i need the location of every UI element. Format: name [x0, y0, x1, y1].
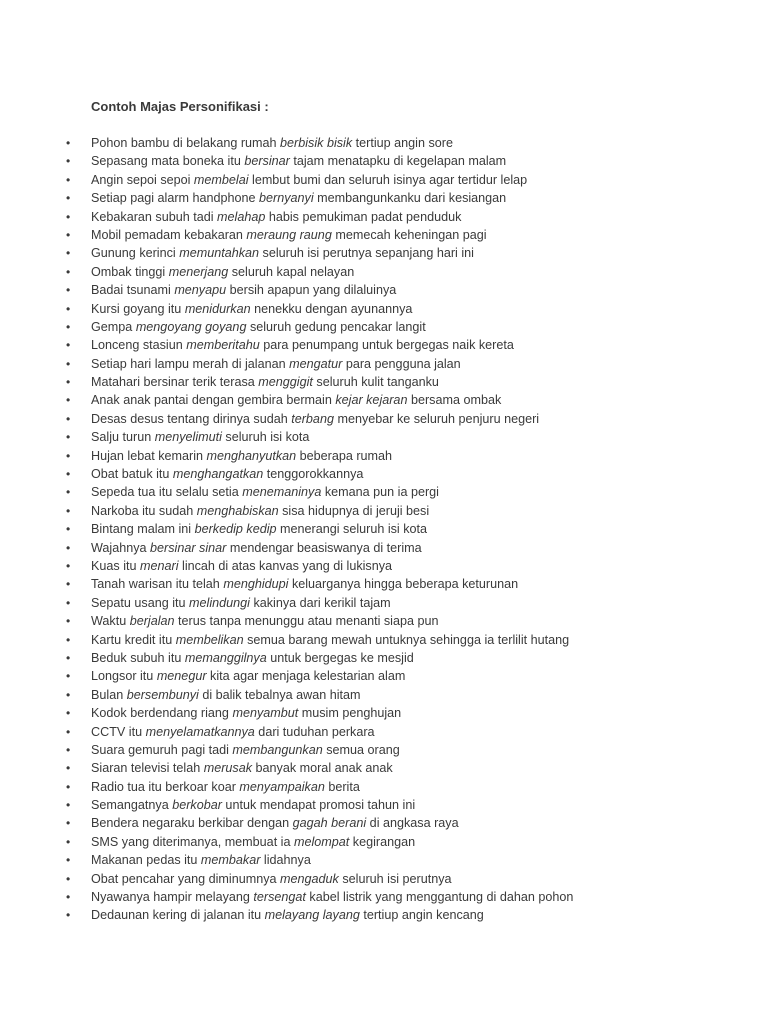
bullet-icon: • — [66, 761, 71, 776]
bullet-icon: • — [66, 375, 71, 390]
bullet-icon: • — [66, 430, 71, 445]
sentence-start: Kuas itu — [91, 558, 141, 573]
bullet-icon: • — [66, 669, 71, 684]
bullet-icon: • — [66, 246, 71, 261]
personification-phrase: menggigit — [258, 375, 313, 390]
personification-phrase: memberitahu — [186, 338, 260, 353]
bullet-icon: • — [66, 356, 71, 371]
list-item-text — [91, 686, 361, 704]
list-item-text — [91, 134, 453, 152]
list-item-text — [91, 281, 396, 299]
bullet-icon: • — [66, 172, 71, 187]
list-item-text — [91, 649, 414, 667]
sentence-start: Tanah warisan itu telah — [91, 577, 224, 592]
sentence-start: Waktu — [91, 614, 130, 629]
bullet-icon: • — [66, 614, 71, 629]
sentence-start: Lonceng stasiun — [91, 338, 187, 353]
personification-phrase: merusak — [203, 761, 253, 776]
personification-phrase: tersengat — [253, 890, 306, 905]
list-item-text — [91, 520, 427, 538]
sentence-end: seluruh isi perutnya sepanjang hari ini — [259, 246, 474, 261]
list-item-text — [91, 300, 412, 318]
sentence-start: Salju turun — [91, 430, 155, 445]
sentence-end: sisa hidupnya di jeruji besi — [278, 503, 430, 518]
bullet-icon: • — [66, 632, 71, 647]
sentence-end: lidahnya — [260, 853, 311, 868]
bullet-icon: • — [66, 853, 71, 868]
sentence-start: Makanan pedas itu — [91, 853, 201, 868]
sentence-end: untuk bergegas ke mesjid — [266, 650, 414, 665]
personification-phrase: berbisik bisik — [280, 136, 353, 150]
list-item-text — [91, 741, 400, 759]
bullet-icon: • — [66, 393, 71, 408]
list-item-text — [91, 336, 514, 354]
personification-phrase: membakar — [200, 853, 261, 868]
list-item-text — [91, 447, 392, 465]
list-item-text — [91, 502, 429, 520]
bullet-icon: • — [66, 834, 71, 849]
personification-phrase: menghanyutkan — [206, 448, 297, 463]
bullet-icon: • — [66, 687, 71, 702]
personification-phrase: melompat — [294, 834, 350, 849]
bullet-icon: • — [66, 798, 71, 813]
sentence-start: Badai tsunami — [91, 283, 175, 298]
personification-phrase: berkobar — [172, 798, 222, 813]
bullet-icon: • — [66, 595, 71, 610]
sentence-end: bersama ombak — [407, 393, 502, 408]
sentence-start: Semangatnya — [91, 798, 173, 813]
personification-phrase: melahap — [217, 209, 266, 224]
bullet-icon: • — [66, 301, 71, 316]
list-item-text — [91, 759, 393, 777]
sentence-start: Sepatu usang itu — [91, 595, 190, 610]
sentence-start: Longsor itu — [91, 669, 157, 684]
sentence-end: kabel listrik yang menggantung di dahan pohon — [305, 890, 574, 905]
sentence-start: Angin sepoi sepoi — [91, 172, 194, 187]
bullet-icon: • — [66, 136, 71, 150]
sentence-end: habis pemukiman padat penduduk — [265, 209, 462, 224]
list-item-text — [91, 557, 392, 575]
sentence-end: membangunkanku dari kesiangan — [313, 191, 507, 206]
list-item-text — [91, 796, 415, 814]
personification-phrase: melindungi — [189, 595, 250, 610]
personification-phrase: meraung raung — [246, 227, 332, 242]
personification-phrase: melayang layang — [264, 908, 360, 923]
personification-phrase: membelai — [193, 172, 249, 187]
sentence-start: Narkoba itu sudah — [91, 503, 197, 518]
list-item-text — [91, 594, 391, 612]
list-item-text — [91, 539, 422, 557]
list-item-text — [91, 870, 452, 888]
sentence-start: Bintang malam ini — [91, 522, 195, 537]
list-item-text — [91, 263, 354, 281]
sentence-start: Mobil pemadam kebakaran — [91, 227, 247, 242]
bullet-icon: • — [66, 816, 71, 831]
list-item-text — [91, 778, 360, 796]
bullet-icon: • — [66, 485, 71, 500]
sentence-start: Suara gemuruh pagi tadi — [91, 742, 233, 757]
personification-phrase: memanggilnya — [184, 650, 267, 665]
personification-phrase: bernyanyi — [259, 191, 314, 206]
personification-phrase: mengatur — [289, 356, 343, 371]
sentence-start: Desas desus tentang dirinya sudah — [91, 411, 292, 426]
sentence-start: Obat pencahar yang diminumnya — [91, 871, 281, 886]
list-item-text — [91, 723, 375, 741]
sentence-start: Kartu kredit itu — [91, 632, 176, 647]
sentence-end: beberapa rumah — [296, 448, 393, 463]
personification-phrase: menemaninya — [242, 485, 322, 500]
sentence-end: di angkasa raya — [366, 816, 459, 831]
sentence-end: seluruh isi perutnya — [338, 871, 452, 886]
personification-phrase: memuntahkan — [179, 246, 260, 261]
list-item-text — [91, 833, 415, 851]
bullet-icon: • — [66, 908, 71, 923]
bullet-icon: • — [66, 264, 71, 279]
personification-phrase: menyapu — [174, 283, 227, 298]
list-item-text — [91, 814, 459, 832]
personification-phrase: bersinar sinar — [150, 540, 227, 555]
personification-phrase: bersinar — [244, 154, 290, 169]
sentence-end: bersih apapun yang dilaluinya — [226, 283, 397, 298]
list-item-text — [91, 152, 506, 170]
list-item-text — [91, 318, 426, 336]
list-item-text — [91, 704, 401, 722]
sentence-start: Bulan — [91, 687, 127, 702]
personification-phrase: menidurkan — [184, 301, 251, 316]
sentence-end: di balik tebalnya awan hitam — [198, 687, 361, 702]
bullet-icon: • — [66, 227, 71, 242]
bullet-icon: • — [66, 411, 71, 426]
sentence-start: SMS yang diterimanya, membuat ia — [91, 834, 294, 849]
sentence-end: keluarganya hingga beberapa keturunan — [288, 577, 519, 592]
personification-phrase: menari — [140, 558, 179, 573]
bullet-icon: • — [66, 522, 71, 537]
sentence-start: Gempa — [91, 319, 136, 334]
personification-phrase: mengoyang goyang — [135, 319, 247, 334]
personification-phrase: menerjang — [168, 264, 229, 279]
sentence-start: Obat batuk itu — [91, 467, 173, 482]
personification-phrase: menyambut — [232, 706, 299, 721]
sentence-start: Ombak tinggi — [91, 264, 169, 279]
bullet-icon: • — [66, 467, 71, 482]
sentence-end: tenggorokkannya — [263, 467, 364, 482]
bullet-icon: • — [66, 706, 71, 721]
sentence-start: Kursi goyang itu — [91, 301, 185, 316]
sentence-start: Dedaunan kering di jalanan itu — [91, 908, 265, 923]
sentence-end: berita — [324, 779, 360, 794]
bullet-icon: • — [66, 650, 71, 665]
sentence-end: kakinya dari kerikil tajam — [249, 595, 391, 610]
sentence-start: Anak anak pantai dengan gembira bermain — [91, 393, 336, 408]
list-item-text — [91, 189, 506, 207]
sentence-start: CCTV itu — [91, 724, 146, 739]
list-item-text — [91, 244, 474, 262]
list-item-text — [91, 483, 439, 501]
sentence-end: nenekku dengan ayunannya — [250, 301, 413, 316]
bullet-icon: • — [66, 319, 71, 334]
bullet-icon: • — [66, 283, 71, 298]
sentence-end: para penumpang untuk bergegas naik kereta — [259, 338, 514, 353]
sentence-end: kita agar menjaga kelestarian alam — [206, 669, 406, 684]
bullet-icon: • — [66, 779, 71, 794]
list-item-text — [91, 355, 461, 373]
personification-phrase: bersembunyi — [126, 687, 199, 702]
list-item-text — [91, 410, 539, 428]
list-item-text — [91, 851, 311, 869]
list-item-text — [91, 667, 405, 685]
bullet-icon: • — [66, 503, 71, 518]
bullet-icon: • — [66, 558, 71, 573]
personification-phrase: menghangatkan — [172, 467, 264, 482]
sentence-end: semua barang mewah untuknya sehingga ia terlilit hutang — [243, 632, 570, 647]
sentence-start: Bendera negaraku berkibar dengan — [91, 816, 293, 831]
sentence-end: seluruh kapal nelayan — [228, 264, 355, 279]
bullet-icon: • — [66, 890, 71, 905]
bullet-icon: • — [66, 338, 71, 353]
list-item-text — [91, 171, 527, 189]
personification-phrase: berkedip kedip — [194, 522, 277, 537]
sentence-start: Kodok berdendang riang — [91, 706, 233, 721]
sentence-end: seluruh kulit tanganku — [312, 375, 439, 390]
sentence-end: memecah keheningan pagi — [331, 227, 487, 242]
sentence-start: Nyawanya hampir melayang — [91, 890, 254, 905]
sentence-start: Setiap hari lampu merah di jalanan — [91, 356, 290, 371]
bullet-icon: • — [66, 742, 71, 757]
list-item-text — [91, 906, 484, 924]
sentence-start: Sepasang mata boneka itu — [91, 154, 245, 169]
sentence-start: Radio tua itu berkoar koar — [91, 779, 240, 794]
personification-phrase: terbang — [291, 411, 334, 426]
sentence-start: Pohon bambu di belakang rumah — [91, 136, 281, 150]
personification-phrase: menyampaikan — [239, 779, 325, 794]
sentence-end: menyebar ke seluruh penjuru negeri — [333, 411, 540, 426]
bullet-icon: • — [66, 209, 71, 224]
sentence-start: Matahari bersinar terik terasa — [91, 375, 259, 390]
list-item-text — [91, 575, 518, 593]
sentence-start: Setiap pagi alarm handphone — [91, 191, 260, 206]
list-item-text — [91, 208, 461, 226]
bullet-icon: • — [66, 191, 71, 206]
list-item-text — [91, 428, 309, 446]
personification-phrase: menghidupi — [223, 577, 289, 592]
personification-phrase: menghabiskan — [196, 503, 279, 518]
personification-phrase: membelikan — [175, 632, 244, 647]
sentence-start: Wajahnya — [91, 540, 151, 555]
sentence-start: Sepeda tua itu selalu setia — [91, 485, 243, 500]
personification-phrase: kejar kejaran — [335, 393, 408, 408]
sentence-end: musim penghujan — [298, 706, 402, 721]
page-title: Contoh Majas Personifikasi : — [91, 99, 269, 114]
sentence-end: dari tuduhan perkara — [254, 724, 375, 739]
sentence-start: Kebakaran subuh tadi — [91, 209, 218, 224]
personification-phrase: menyelimuti — [154, 430, 222, 445]
sentence-end: seluruh isi kota — [221, 430, 310, 445]
sentence-end: lincah di atas kanvas yang di lukisnya — [178, 558, 393, 573]
sentence-end: untuk mendapat promosi tahun ini — [221, 798, 416, 813]
bullet-icon: • — [66, 540, 71, 555]
sentence-end: lembut bumi dan seluruh isinya agar tertidur lelap — [248, 172, 528, 187]
sentence-start: Hujan lebat kemarin — [91, 448, 207, 463]
sentence-end: mendengar beasiswanya di terima — [226, 540, 422, 555]
sentence-end: semua orang — [322, 742, 400, 757]
sentence-end: banyak moral anak anak — [252, 761, 393, 776]
sentence-start: Gunung kerinci — [91, 246, 180, 261]
sentence-end: tertiup angin kencang — [359, 908, 484, 923]
personification-phrase: berjalan — [129, 614, 175, 629]
sentence-end: tertiup angin sore — [352, 136, 453, 150]
personification-phrase: menyelamatkannya — [145, 724, 255, 739]
personification-phrase: menegur — [156, 669, 207, 684]
bullet-icon: • — [66, 724, 71, 739]
list-item-text — [91, 226, 487, 244]
sentence-end: menerangi seluruh isi kota — [276, 522, 428, 537]
bullet-icon: • — [66, 154, 71, 169]
sentence-start: Siaran televisi telah — [91, 761, 204, 776]
sentence-end: seluruh gedung pencakar langit — [246, 319, 426, 334]
bullet-icon: • — [66, 448, 71, 463]
sentence-end: tajam menatapku di kegelapan malam — [289, 154, 507, 169]
bullet-icon: • — [66, 871, 71, 886]
list-item-text — [91, 612, 439, 630]
personification-phrase: gagah berani — [292, 816, 367, 831]
sentence-end: terus tanpa menunggu atau menanti siapa pun — [174, 614, 439, 629]
list-item-text — [91, 631, 569, 649]
sentence-end: kemana pun ia pergi — [321, 485, 439, 500]
list-item-text — [91, 888, 573, 906]
personification-phrase: membangunkan — [232, 742, 323, 757]
list-item-text — [91, 373, 439, 391]
sentence-start: Beduk subuh itu — [91, 650, 185, 665]
personification-phrase: mengaduk — [280, 871, 339, 886]
sentence-end: para pengguna jalan — [342, 356, 461, 371]
sentence-end: kegirangan — [349, 834, 416, 849]
bullet-icon: • — [66, 577, 71, 592]
list-item-text — [91, 465, 363, 483]
list-item-text — [91, 391, 501, 409]
